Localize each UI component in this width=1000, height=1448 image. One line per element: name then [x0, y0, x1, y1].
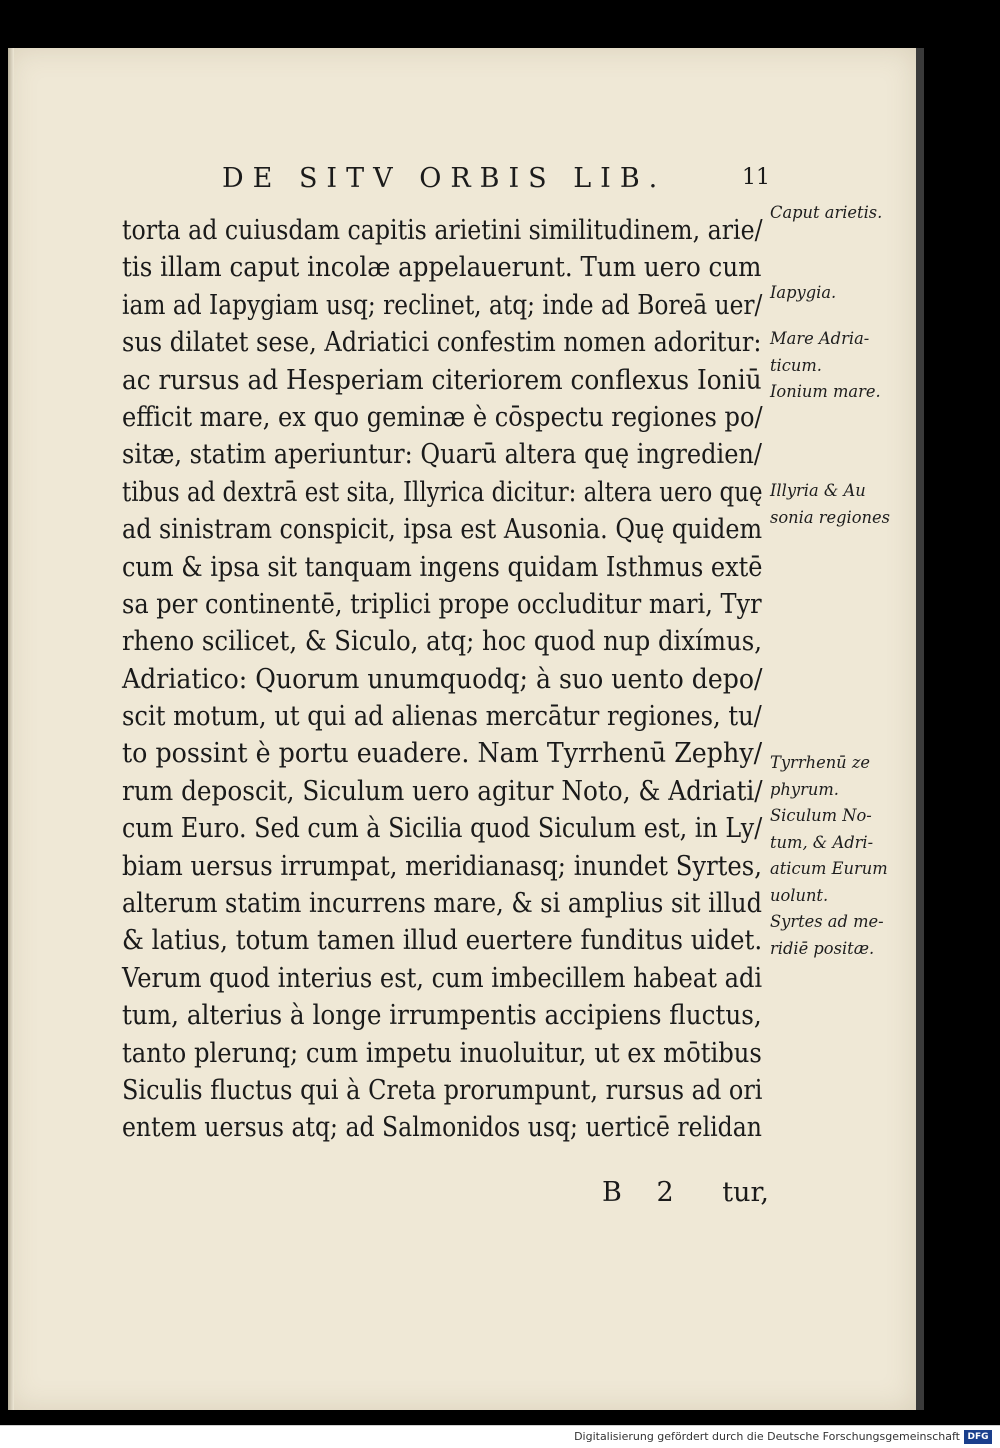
body-text [122, 212, 782, 1147]
text-line: rheno scilicet, & Siculo, atq; hoc quod nup dixímus, [122, 626, 762, 658]
text-line: tis illam caput incolæ appelauerunt. Tum uero cum [122, 252, 762, 284]
text-line: to possint è portu euadere. Nam Tyrrhenū Zephy/ [122, 738, 763, 770]
text-line: entem uersus atq; ad Salmonidos usq; uerticē relidan [122, 1112, 762, 1144]
footer-bar [0, 1425, 1000, 1448]
marginal-note [770, 326, 910, 406]
text-line: sitæ, statim aperiuntur: Quarū altera quę ingredien/ [122, 439, 763, 471]
marginal-note [770, 750, 910, 962]
marginal-note [770, 280, 910, 307]
note-line: tum, & Adri- [770, 832, 874, 852]
text-line: scit motum, ut qui ad alienas mercātur regiones, tu/ [122, 701, 762, 733]
text-line: sus dilatet sese, Adriatici confestim nomen adoritur: [122, 327, 762, 359]
text-line: sa per continentē, triplici prope occluditur mari, Tyr [122, 588, 762, 620]
note-line: Ionium mare. [770, 382, 881, 401]
catchword: tur, [722, 1177, 769, 1208]
note-line: Syrtes ad me- [770, 912, 884, 931]
text-line: ad sinistram conspicit, ipsa est Ausonia. Quę quidem [122, 514, 763, 546]
note-line: Caput arietis. [770, 203, 883, 222]
funding-credit: Digitalisierung gefördert durch die Deutsche Forschungsgemeinschaft [574, 1430, 960, 1443]
page-edge [916, 48, 924, 1410]
text-line: tanto plerunq; cum impetu inuoluitur, ut ex mōtibus [122, 1037, 762, 1069]
signature-mark: B [602, 1177, 622, 1208]
note-line: aticum Eurum [770, 859, 888, 878]
text-line: biam uersus irrumpat, meridianasq; inundet Syrtes, [122, 850, 762, 882]
note-line: Mare Adria- [770, 329, 870, 348]
text-line: rum deposcit, Siculum uero agitur Noto, & Adriati/ [122, 775, 763, 807]
text-line: Siculis fluctus qui à Creta prorumpunt, rursus ad ori [122, 1074, 763, 1106]
text-line: efficit mare, ex quo geminæ è cōspectu regiones po/ [122, 401, 763, 433]
note-line: uolunt. [770, 885, 829, 905]
text-line: Adriatico: Quorum unumquodq; à suo uento depo/ [122, 663, 763, 695]
text-line: tibus ad dextrā est sita, Illyrica dicitur: altera uero quę [122, 476, 763, 508]
text-line: & latius, totum tamen illud euertere funditus uidet. [122, 925, 763, 957]
text-line: Verum quod interius est, cum imbecillem habeat adi [122, 962, 763, 994]
folio-number: 11 [742, 165, 770, 190]
signature-number: 2 [656, 1177, 674, 1208]
catchword-line [602, 1177, 769, 1208]
note-line: ticum. [770, 355, 822, 375]
note-line: Illyria & Au [770, 481, 866, 500]
note-line: Siculum No- [770, 806, 872, 825]
text-line: torta ad cuiusdam capitis arietini similitudinem, arie/ [122, 215, 763, 246]
text-line: cum & ipsa sit tanquam ingens quidam Isthmus extē [122, 551, 763, 583]
marginal-note [770, 478, 910, 531]
page-header [222, 163, 782, 203]
running-title: DE SITV ORBIS LIB. [222, 163, 667, 194]
dfg-logo: DFG [964, 1430, 992, 1444]
text-line: cum Euro. Sed cum à Sicilia quod Siculum est, in Ly/ [122, 813, 763, 845]
text-line: ac rursus ad Hesperiam citeriorem conflexus Ioniū [122, 364, 762, 396]
text-line: tum, alterius à longe irrumpentis accipiens fluctus, [122, 1000, 762, 1032]
note-line: phyrum. [770, 779, 839, 799]
note-line: Tyrrhenū ze [770, 753, 871, 772]
text-line: alterum statim incurrens mare, & si amplius sit illud [122, 888, 762, 920]
note-line: sonia regiones [770, 507, 890, 527]
marginal-note [770, 200, 910, 227]
note-line: Iapygia. [770, 283, 837, 302]
note-line: ridiē positæ. [770, 938, 875, 958]
text-line: iam ad Iapygiam usq; reclinet, atq; inde ad Boreā uer/ [122, 289, 763, 321]
